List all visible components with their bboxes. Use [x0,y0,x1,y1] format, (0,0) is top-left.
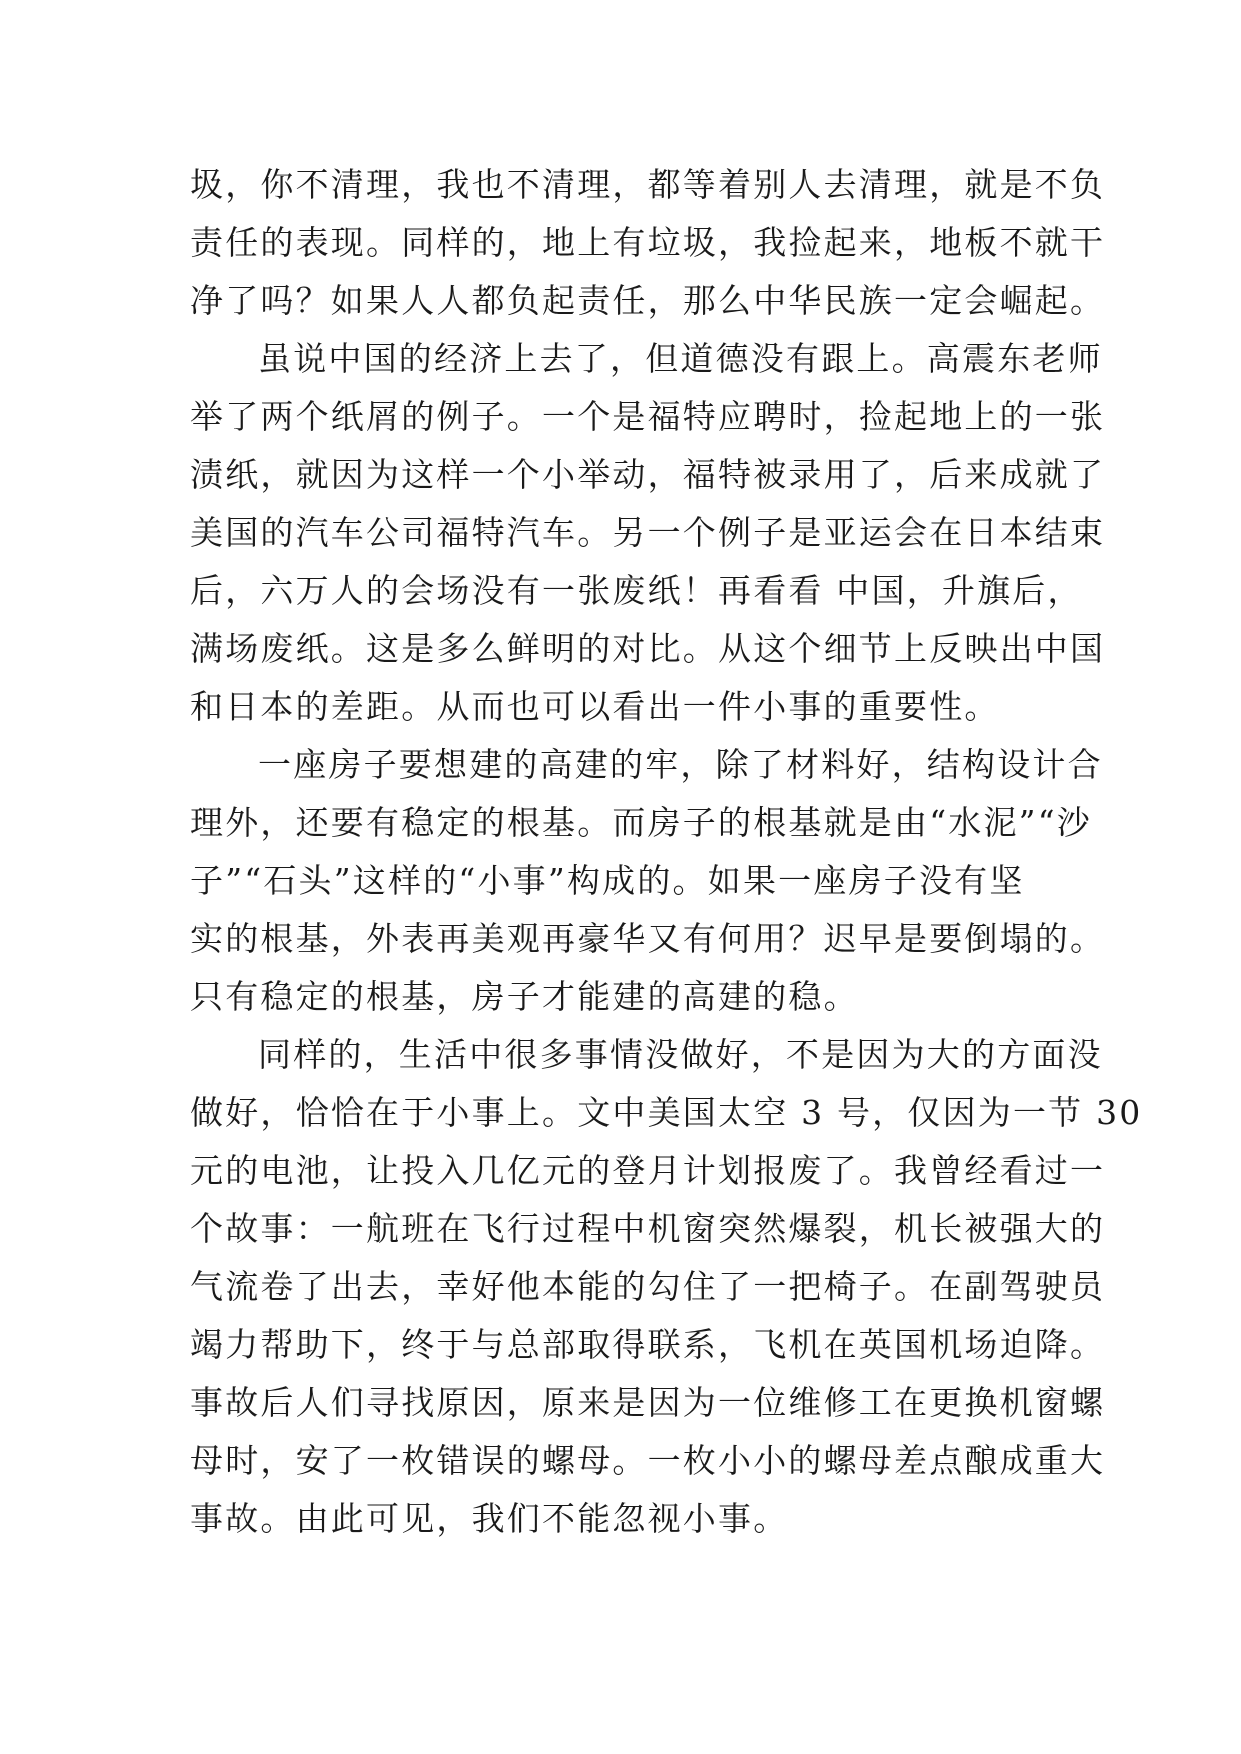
text-line: 子”“石头”这样的“小事”构成的。如果一座房子没有坚 [190,861,1025,900]
text-line: 做好，恰恰在于小事上。文中美国太空 3 号，仅因为一节 30 [190,1093,1143,1132]
text-line: 气流卷了出去，幸好他本能的勾住了一把椅子。在副驾驶员 [190,1267,1106,1306]
text-line: 事故后人们寻找原因，原来是因为一位维修工在更换机窗螺 [190,1383,1106,1422]
paragraph-start-line: 虽说中国的经济上去了，但道德没有跟上。高震东老师 [258,339,1103,378]
text-line: 母时，安了一枚错误的螺母。一枚小小的螺母差点酿成重大 [190,1441,1106,1480]
paragraph-start-line: 一座房子要想建的高建的牢，除了材料好，结构设计合 [258,745,1103,784]
text-line: 个故事：一航班在飞行过程中机窗突然爆裂，机长被强大的 [190,1209,1106,1248]
text-line: 和日本的差距。从而也可以看出一件小事的重要性。 [190,687,1000,726]
text-line: 实的根基，外表再美观再豪华又有何用？迟早是要倒塌的。 [190,919,1106,958]
text-line: 事故。由此可见，我们不能忽视小事。 [190,1499,789,1538]
text-line: 只有稳定的根基，房子才能建的高建的稳。 [190,977,859,1016]
text-line: 举了两个纸屑的例子。一个是福特应聘时，捡起地上的一张 [190,397,1106,436]
paragraph-start-line: 同样的，生活中很多事情没做好，不是因为大的方面没 [258,1035,1103,1074]
text-line: 后，六万人的会场没有一张废纸！再看看 中国，升旗后， [190,571,1083,610]
text-line: 责任的表现。同样的，地上有垃圾，我捡起来，地板不就干 [190,223,1106,262]
text-line: 理外，还要有稳定的根基。而房子的根基就是由“水泥”“沙 [190,803,1093,842]
text-line: 圾，你不清理，我也不清理，都等着别人去清理，就是不负 [190,165,1106,204]
text-line: 竭力帮助下，终于与总部取得联系，飞机在英国机场迫降。 [190,1325,1106,1364]
text-line: 渍纸，就因为这样一个小举动，福特被录用了，后来成就了 [190,455,1106,494]
text-line: 美国的汽车公司福特汽车。另一个例子是亚运会在日本结束 [190,513,1106,552]
text-line: 净了吗？如果人人都负起责任，那么中华民族一定会崛起。 [190,281,1106,320]
text-line: 元的电池，让投入几亿元的登月计划报废了。我曾经看过一 [190,1151,1106,1190]
text-line: 满场废纸。这是多么鲜明的对比。从这个细节上反映出中国 [190,629,1106,668]
